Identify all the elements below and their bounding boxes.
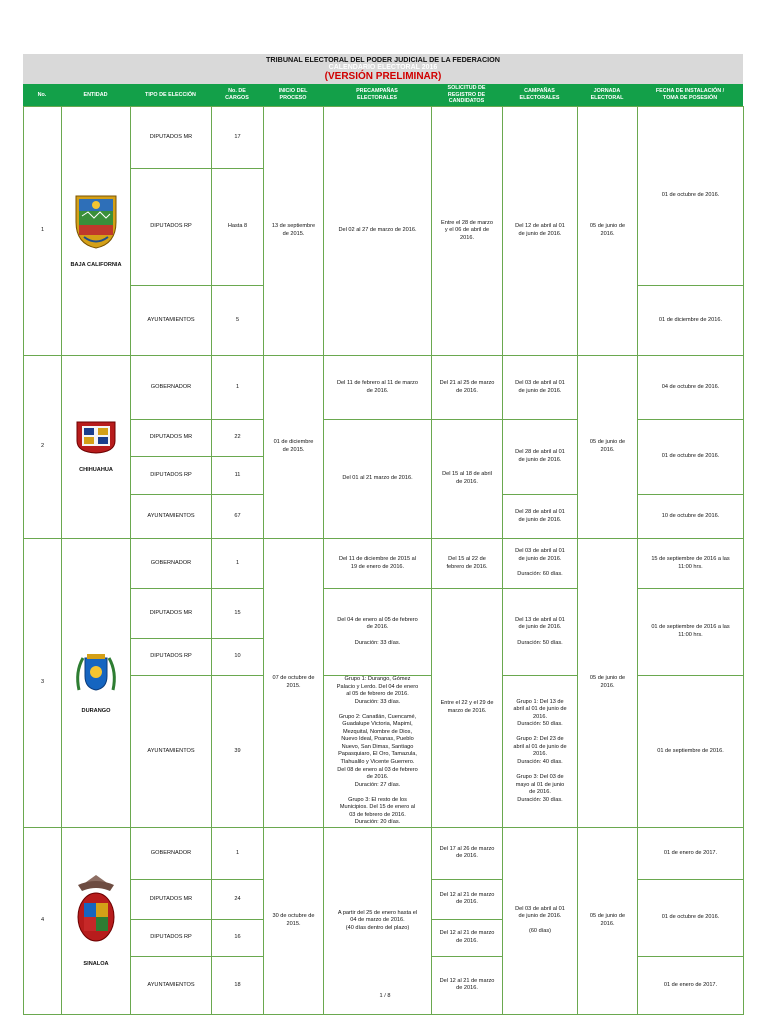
page-number: 1 / 8 — [379, 993, 391, 999]
col-header-cargos: No. DE CARGOS — [211, 84, 263, 106]
entity-cell — [62, 356, 131, 539]
cargo-count: 11 — [212, 457, 264, 495]
cargo-count: 39 — [212, 676, 264, 828]
precampaign-dates: Grupo 1: Durango, Gómez Palacio y Lerdo. Del 04 de enero al 05 de febrero de 2016. Duración: 33 días. Grupo 2: Canatlán, Cuencamé, Guadalupe Victoria, Mapimí, Mezquital, Nombre de Dios, Nuevo Ideal, Poanas, Pueblo Nuevo, San Dimas, Santiago Papasquiaro, El Oro, Tamazula, Tlahualilo y Vicente Guerrero. Del 08 de enero al 03 de febrero de 2016. Duración: 27 días. Grupo 3: El resto de los Municipios. Del 15 de enero al 03 de febrero de 2016. Duración: 20 días. — [324, 676, 432, 828]
election-type: DIPUTADOS RP — [131, 169, 212, 286]
election-type: GOBERNADOR — [131, 827, 212, 879]
cargo-count: 24 — [212, 879, 264, 919]
campaign-dates: Del 03 de abril al 01 de junio de 2016. (60 días) — [503, 827, 578, 1014]
cargo-count: 1 — [212, 539, 264, 589]
entity-cell — [62, 107, 131, 356]
col-header-tipo: TIPO DE ELECCIÓN — [130, 84, 211, 106]
election-type: GOBERNADOR — [131, 356, 212, 420]
process-start: 30 de octubre de 2015. — [264, 827, 324, 1014]
installation-date: 01 de octubre de 2016. — [638, 879, 744, 956]
precampaign-dates: Del 11 de diciembre de 2015 al 19 de enero de 2016. — [324, 539, 432, 589]
election-type: DIPUTADOS RP — [131, 919, 212, 956]
registration-dates: Del 12 al 21 de marzo de 2016. — [432, 879, 503, 919]
election-type: DIPUTADOS RP — [131, 457, 212, 495]
table-row — [24, 107, 744, 169]
precampaign-dates: Del 11 de febrero al 11 de marzo de 2016. — [324, 356, 432, 420]
election-day: 05 de junio de 2016. — [578, 356, 638, 539]
installation-date: 01 de enero de 2017. — [638, 827, 744, 879]
chihuahua-seal-icon — [74, 419, 118, 455]
registration-dates: Del 15 al 18 de abril de 2016. — [432, 420, 503, 539]
campaign-dates: Del 03 de abril al 01 de junio de 2016. — [503, 356, 578, 420]
election-type: AYUNTAMIENTOS — [131, 676, 212, 828]
cargo-count: 5 — [212, 286, 264, 356]
col-header-campanas: CAMPAÑAS ELECTORALES — [502, 84, 577, 106]
electoral-calendar-table — [23, 106, 744, 1015]
calendar-title: CALENDARIO ELECTORAL 2016 — [328, 64, 438, 71]
cargo-count: Hasta 8 — [212, 169, 264, 286]
installation-date: 04 de octubre de 2016. — [638, 356, 744, 420]
election-type: AYUNTAMIENTOS — [131, 495, 212, 539]
col-header-no: No. — [23, 84, 61, 106]
installation-date: 01 de septiembre de 2016. — [638, 676, 744, 828]
row-number: 2 — [24, 356, 62, 539]
cargo-count: 18 — [212, 956, 264, 1014]
installation-date: 10 de octubre de 2016. — [638, 495, 744, 539]
campaign-dates: Del 28 de abril al 01 de junio de 2016. — [503, 420, 578, 495]
table-row — [24, 539, 744, 589]
installation-date: 01 de octubre de 2016. — [638, 107, 744, 286]
precampaign-dates: Del 02 al 27 de marzo de 2016. — [324, 107, 432, 356]
process-start: 01 de diciembre de 2015. — [264, 356, 324, 539]
cargo-count: 1 — [212, 356, 264, 420]
col-header-inicio: INICIO DEL PROCESO — [263, 84, 323, 106]
cargo-count: 10 — [212, 639, 264, 676]
campaign-dates: Del 12 de abril al 01 de junio de 2016. — [503, 107, 578, 356]
col-header-entidad: ENTIDAD — [61, 84, 130, 106]
election-day: 05 de junio de 2016. — [578, 827, 638, 1014]
entity-name: DURANGO — [81, 707, 111, 714]
election-type: GOBERNADOR — [131, 539, 212, 589]
cargo-count: 17 — [212, 107, 264, 169]
installation-date: 01 de diciembre de 2016. — [638, 286, 744, 356]
precampaign-dates: A partir del 25 de enero hasta el 04 de marzo de 2016. (40 días dentro del plazo) — [324, 827, 432, 1014]
col-header-precampanas: PRECAMPAÑAS ELECTORALES — [323, 84, 431, 106]
precampaign-dates: Del 01 al 21 marzo de 2016. — [324, 420, 432, 539]
col-header-fecha: FECHA DE INSTALACIÓN / TOMA DE POSESIÓN — [637, 84, 743, 106]
installation-date: 15 de septiembre de 2016 a las 11:00 hrs. — [638, 539, 744, 589]
entity-name: CHIHUAHUA — [79, 467, 113, 473]
precampaign-dates: Del 04 de enero al 05 de febrero de 2016. Duración: 33 días. — [324, 589, 432, 676]
election-type: DIPUTADOS MR — [131, 420, 212, 457]
cargo-count: 67 — [212, 495, 264, 539]
campaign-dates: Del 13 de abril al 01 de junio de 2016. Duración: 50 días. — [503, 589, 578, 676]
entity-cell — [62, 539, 131, 828]
cargo-count: 1 — [212, 827, 264, 879]
process-start: 13 de septiembre de 2015. — [264, 107, 324, 356]
cargo-count: 15 — [212, 589, 264, 639]
row-number: 1 — [24, 107, 62, 356]
cargo-count: 22 — [212, 420, 264, 457]
installation-date: 01 de enero de 2017. — [638, 956, 744, 1014]
registration-dates: Entre el 28 de marzo y el 06 de abril de 2016. — [432, 107, 503, 356]
version-label: (VERSIÓN PRELIMINAR) — [324, 71, 442, 82]
entity-name: SINALOA — [83, 960, 109, 967]
row-number: 4 — [24, 827, 62, 1014]
registration-dates: Del 12 al 21 de marzo de 2016. — [432, 919, 503, 956]
election-type: AYUNTAMIENTOS — [131, 956, 212, 1014]
table-row — [24, 356, 744, 420]
entity-cell — [62, 827, 131, 1014]
registration-dates: Entre el 22 y el 29 de marzo de 2016. — [432, 589, 503, 828]
institution-title: TRIBUNAL ELECTORAL DEL PODER JUDICIAL DE LA FEDERACION — [266, 55, 500, 64]
registration-dates: Del 17 al 26 de marzo de 2016. — [432, 827, 503, 879]
election-day: 05 de junio de 2016. — [578, 539, 638, 828]
cargo-count: 16 — [212, 919, 264, 956]
table-row — [24, 827, 744, 879]
campaign-dates: Del 28 de abril al 01 de junio de 2016. — [503, 495, 578, 539]
installation-date: 01 de septiembre de 2016 a las 11:00 hrs. — [638, 589, 744, 676]
election-type: DIPUTADOS MR — [131, 107, 212, 169]
election-type: DIPUTADOS RP — [131, 639, 212, 676]
election-day: 05 de junio de 2016. — [578, 107, 638, 356]
campaign-dates: Del 03 de abril al 01 de junio de 2016. Duración: 60 días. — [503, 539, 578, 589]
registration-dates: Del 21 al 25 de marzo de 2016. — [432, 356, 503, 420]
registration-dates: Del 15 al 22 de febrero de 2016. — [432, 539, 503, 589]
election-type: AYUNTAMIENTOS — [131, 286, 212, 356]
election-type: DIPUTADOS MR — [131, 879, 212, 919]
row-number: 3 — [24, 539, 62, 828]
election-type: DIPUTADOS MR — [131, 589, 212, 639]
sinaloa-seal-icon — [74, 873, 118, 949]
registration-dates: Del 12 al 21 de marzo de 2016. — [432, 956, 503, 1014]
campaign-dates: Grupo 1: Del 13 de abril al 01 de junio de 2016. Duración: 50 días. Grupo 2: Del 23 de abril al 01 de junio de 2016. Duración: 40 días. Grupo 3: Del 03 de mayo al 01 de junio de 2016. Duración: 30 días. — [503, 676, 578, 828]
col-header-solicitud: SOLICITUD DE REGISTRO DE CANDIDATOS — [431, 84, 502, 106]
entity-name: BAJA CALIFORNIA — [70, 262, 122, 268]
col-header-jornada: JORNADA ELECTORAL — [577, 84, 637, 106]
durango-seal-icon — [73, 650, 119, 696]
baja-california-seal-icon — [72, 192, 120, 250]
process-start: 07 de octubre de 2015. — [264, 539, 324, 828]
installation-date: 01 de octubre de 2016. — [638, 420, 744, 495]
